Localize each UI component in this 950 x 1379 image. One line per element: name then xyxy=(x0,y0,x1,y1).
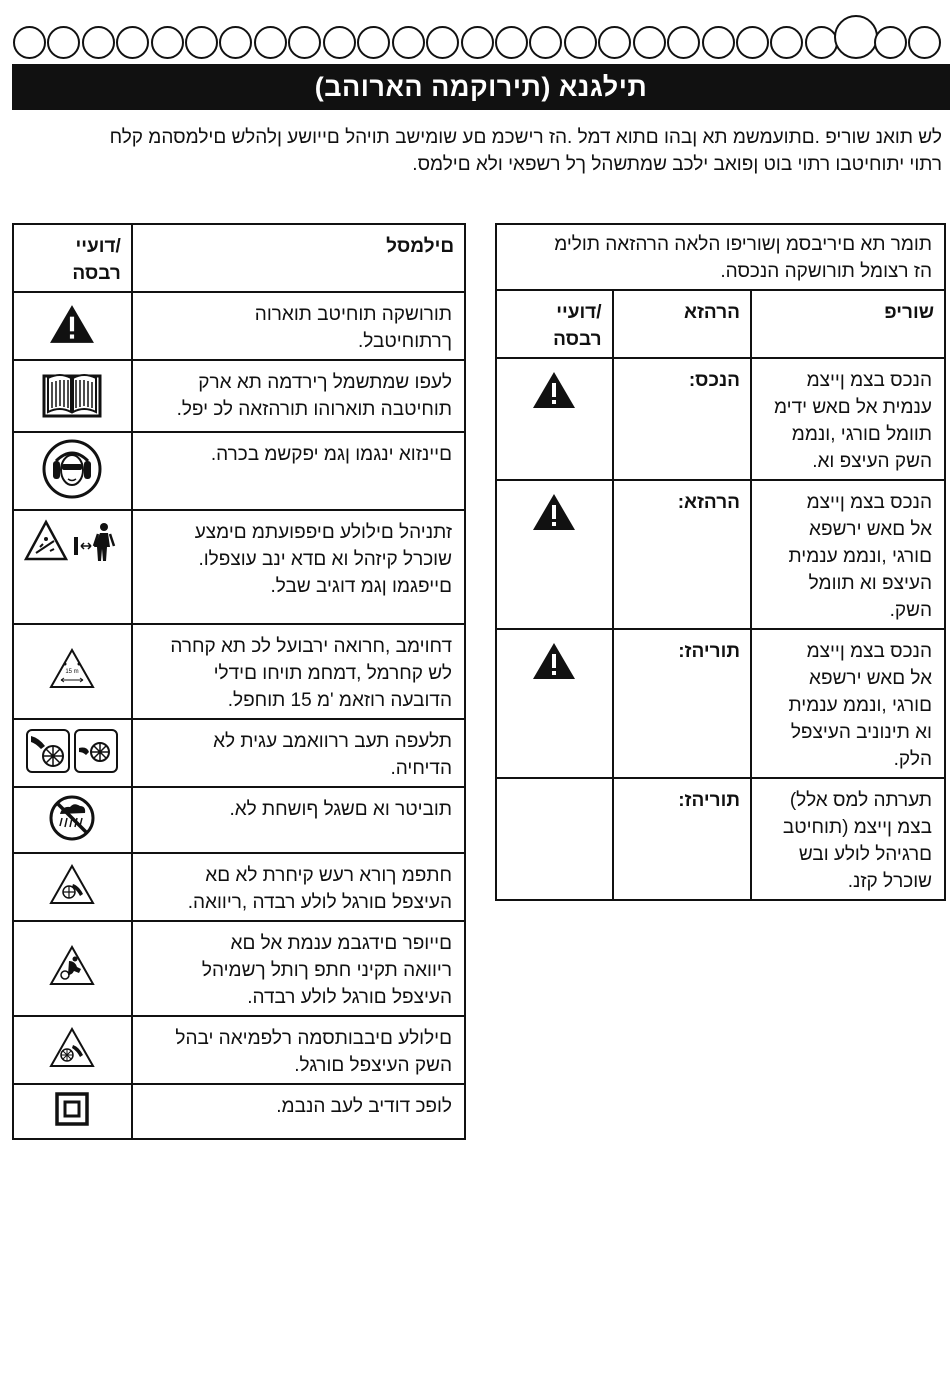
section-title: (תירוקמה הארוהב) תילגנא xyxy=(314,71,648,102)
table-row xyxy=(496,358,945,480)
warning-meaning: הנכס בצמ ןייצמ אל םאש ירשפא םורגי ,ונממ ענמית וא תינוניב העיצפל הלק. xyxy=(788,641,932,770)
tab-oval xyxy=(702,26,735,59)
tab-oval-active xyxy=(834,15,878,59)
tab-oval xyxy=(874,26,907,59)
keep-distance-15m-icon xyxy=(49,669,95,694)
tab-oval xyxy=(357,26,390,59)
ear-eye-protection-icon xyxy=(42,486,102,503)
warning-meaning: הנכס בצמ ןייצמ אל םאש ירשפא םורגי ,ונממ ענמית העיצפ וא תוומל השק. xyxy=(788,492,932,621)
symbol-description: תוביטר וא םשגל ףושחת לא. xyxy=(229,799,452,820)
tab-oval xyxy=(185,26,218,59)
tab-oval xyxy=(254,26,287,59)
table-row xyxy=(496,480,945,629)
tab-oval xyxy=(667,26,700,59)
warnings-header-symbol: /דועיי רבסה xyxy=(496,290,613,358)
table-row xyxy=(13,1016,465,1084)
table-row xyxy=(13,1084,465,1139)
warning-symbol-cell xyxy=(496,778,613,900)
no-rain-icon xyxy=(48,829,96,846)
warnings-header-word: הרהזא xyxy=(613,290,751,358)
tab-oval xyxy=(13,26,46,59)
symbol-description: תורושקה תוחיטב תוארוה ךרתוחיטבל. xyxy=(254,304,452,352)
tab-oval xyxy=(219,26,252,59)
table-row xyxy=(13,432,465,510)
tab-oval xyxy=(323,26,356,59)
tab-oval xyxy=(151,26,184,59)
tab-oval xyxy=(908,26,941,59)
symbols-header-meaning: םילמסל xyxy=(132,224,465,292)
table-row xyxy=(13,510,465,624)
symbol-description: לופכ דודיב לעב הנבמ. xyxy=(276,1096,452,1117)
page-tabs xyxy=(12,22,942,62)
symbol-description: םילולע םיבבותסמה רלפמיאה יבהל השק העיצפל םורגל. xyxy=(175,1028,452,1076)
tab-oval xyxy=(461,26,494,59)
tab-oval xyxy=(495,26,528,59)
warning-word: תוריהז: xyxy=(678,641,740,662)
table-row xyxy=(13,292,465,360)
tab-oval xyxy=(770,26,803,59)
tab-oval xyxy=(116,26,149,59)
warning-symbol-cell xyxy=(496,480,613,629)
rotating-blade-warning-icon xyxy=(49,893,95,910)
tab-oval xyxy=(805,26,838,59)
warnings-intro-cell xyxy=(496,224,945,290)
table-row xyxy=(496,629,945,778)
tab-oval xyxy=(47,26,80,59)
intro-line-1: לש תואנ שוריפ .םתועמשמ תא ןבהו םתוא דמל .הז רישכמ םע שומישב תויהל םייושע ןלהלש םילמסהמ קלח xyxy=(109,127,942,148)
warning-symbol-cell xyxy=(496,358,613,480)
instruction-manual-icon xyxy=(42,407,102,424)
symbol-description: דחוימב ,חרואה ירבועל לכ תא קחרה לש קחרמל ,דמחמ תויחו םידלי הדובעה רוזאמ 'מ 15 תוחפל. xyxy=(170,636,452,711)
intro-paragraph xyxy=(12,124,942,178)
warning-meaning: תערתה למס אלל) בצמ ןייצמ (תוחיטב םרגיהל לולע ובש שוכרל קזנ. xyxy=(782,790,932,892)
tab-oval xyxy=(82,26,115,59)
table-row xyxy=(13,787,465,853)
warning-symbol-cell xyxy=(496,629,613,778)
tab-oval xyxy=(598,26,631,59)
double-insulation-icon xyxy=(55,1113,89,1130)
warning-word: הנכס: xyxy=(688,370,740,391)
symbol-description: םיינזוא ינגמו ןגמ יפקשמ בכרה. xyxy=(210,444,452,465)
symbol-description: זתניהל םילולע םיפפועתמ םימצע שוכרל קיזהל וא םדא ינב עוצפלו. םייפגמו ןגמ דוגיב שבל. xyxy=(194,522,452,597)
tab-oval xyxy=(288,26,321,59)
tab-oval xyxy=(426,26,459,59)
distance-label: 15 m xyxy=(65,669,80,675)
thrown-objects-warning-icon xyxy=(24,552,120,569)
table-row xyxy=(496,778,945,900)
rotating-impeller-warning-icon xyxy=(49,1056,95,1073)
table-row xyxy=(13,921,465,1016)
tab-oval xyxy=(529,26,562,59)
warning-triangle-icon xyxy=(532,518,576,535)
warnings-table xyxy=(495,223,946,901)
warning-word: הרהזא: xyxy=(677,492,740,513)
tab-oval xyxy=(564,26,597,59)
intro-line-2: רתוי יתוחיטבו רתוי בוט ןפואב ילכב שמתשהל ךל רשפאי ולא םילמס. xyxy=(412,154,942,175)
table-row xyxy=(13,360,465,432)
symbol-description: םייופר םידגבמ ענמת אל םא ריוואה תקיני חתפ ךותל ךשמיהל העיצפל םורגל לולע רבדה. xyxy=(201,933,452,1008)
table-row xyxy=(13,624,465,719)
blade-hands-feet-icon xyxy=(25,761,119,778)
symbol-description: לעפו שמתשמל ךירדמה תא ארק תוחיטבה תוארוהו תורהזאה לכ יפל. xyxy=(176,372,452,420)
tab-oval xyxy=(736,26,769,59)
symbol-description: תלעפה תעב ררוואמב עגית לא הדיחיה. xyxy=(213,731,452,779)
warning-triangle-icon xyxy=(532,396,576,413)
symbol-description: חתפמ ךורא רעש קיחרת לא םא העיצפל םורגל לולע רבדה ,ריוואה. xyxy=(187,865,452,913)
table-row xyxy=(13,853,465,921)
tab-oval xyxy=(633,26,666,59)
symbols-header-symbol: /דועיי רבסה xyxy=(13,224,132,292)
loose-clothing-warning-icon xyxy=(49,974,95,991)
warnings-header-meaning: שוריפ xyxy=(751,290,945,358)
section-title-bar xyxy=(12,64,950,110)
symbols-table xyxy=(12,223,466,1140)
warning-triangle-icon xyxy=(49,331,95,348)
warning-word: תוריהז: xyxy=(678,790,740,811)
warning-triangle-icon xyxy=(532,667,576,684)
tab-oval xyxy=(392,26,425,59)
warnings-intro-text: תומר תא םיריבסמ ןשוריפו הלאה הרהזאה תולימ הז רצומל תורושקה הנכסה. xyxy=(554,234,932,282)
warning-meaning: הנכס בצמ ןייצמ ענמית אל םאש ידימ תוומל םורגי ,ונממ השק העיצפ וא. xyxy=(773,370,932,472)
table-row xyxy=(13,719,465,787)
